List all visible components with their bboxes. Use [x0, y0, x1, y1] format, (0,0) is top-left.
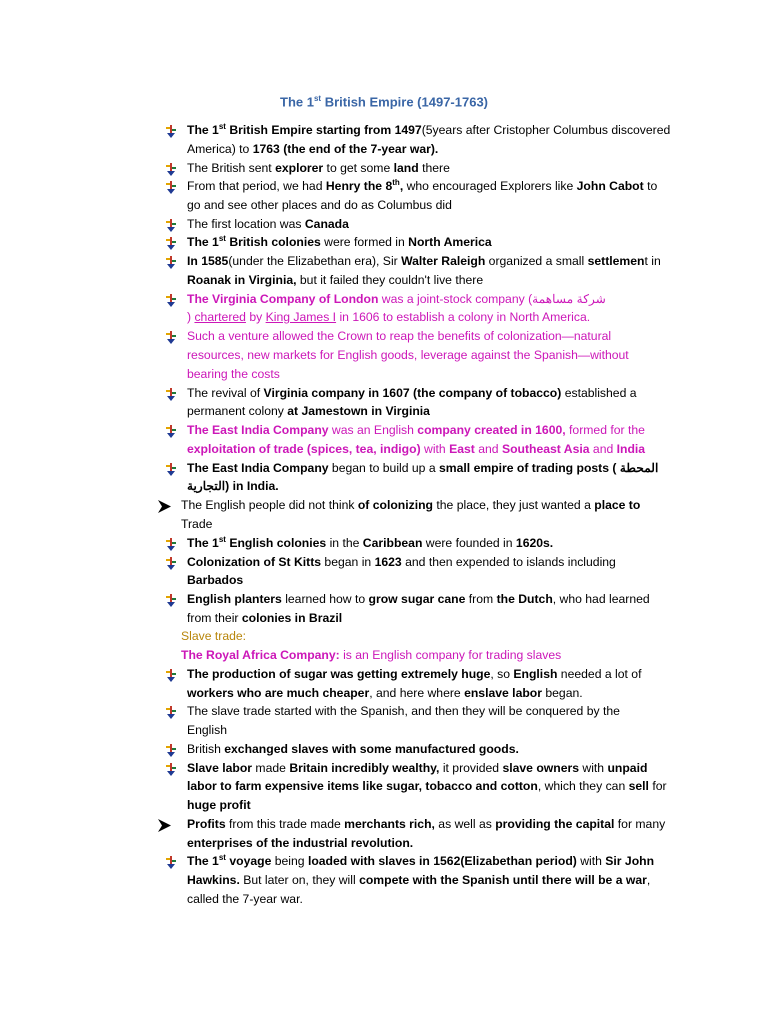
colored-arrow-bullet-icon — [165, 256, 177, 269]
colored-arrow-bullet-icon — [165, 294, 177, 307]
bullet-text: The East India Company began to build up a small empire of trading posts ( المحطة — [187, 461, 659, 475]
section-heading: Slave trade: — [181, 629, 247, 643]
bullet-text: The production of sugar was getting extremely huge, so English needed a lot of — [187, 667, 642, 681]
bullet-text: English planters learned how to grow sugar cane from the Dutch, who had learned — [187, 592, 650, 606]
bullet-text: enterprises of the industrial revolution. — [187, 836, 414, 850]
colored-arrow-bullet-icon — [165, 557, 177, 570]
arrowhead-bullet-icon — [158, 819, 172, 832]
bullet-text: ) chartered by King James I in 1606 to establish a colony in North America. — [187, 310, 591, 324]
colored-arrow-bullet-icon — [165, 594, 177, 607]
colored-arrow-bullet-icon — [165, 463, 177, 476]
bullet-text: America) to 1763 (the end of the 7-year war). — [187, 142, 439, 156]
bullet-text: Profits from this trade made merchants rich, as well as providing the capital for many — [187, 817, 666, 831]
bullet-text: The Virginia Company of London was a joint-stock company (شركة مساهمة — [187, 292, 606, 306]
colored-arrow-bullet-icon — [165, 125, 177, 138]
bullet-text: resources, new markets for English goods, leverage against the Spanish—without — [187, 348, 629, 362]
bullet-text: The first location was Canada — [187, 217, 349, 231]
bullet-text: exploitation of trade (spices, tea, indigo) with East and Southeast Asia and India — [187, 442, 646, 456]
colored-arrow-bullet-icon — [165, 763, 177, 776]
bullet-text: The British sent explorer to get some land there — [187, 161, 450, 175]
bullet-text: bearing the costs — [187, 367, 280, 381]
colored-arrow-bullet-icon — [165, 425, 177, 438]
bullet-text: The revival of Virginia company in 1607 (the company of tobacco) established a — [187, 386, 637, 400]
bullet-text: The 1st British colonies were formed in North America — [187, 233, 492, 249]
bullet-text: Slave labor made Britain incredibly wealthy, it provided slave owners with unpaid — [187, 761, 648, 775]
bullet-text: The 1st British Empire starting from 1497(5years after Cristopher Columbus discovered — [187, 121, 671, 137]
bullet-text: The Royal Africa Company: is an English company for trading slaves — [181, 648, 562, 662]
colored-arrow-bullet-icon — [165, 181, 177, 194]
bullet-text: Such a venture allowed the Crown to reap the benefits of colonization—natural — [187, 329, 612, 343]
colored-arrow-bullet-icon — [165, 669, 177, 682]
bullet-text: called the 7-year war. — [187, 892, 303, 906]
bullet-text: huge profit — [187, 798, 251, 812]
colored-arrow-bullet-icon — [165, 388, 177, 401]
colored-arrow-bullet-icon — [165, 331, 177, 344]
bullet-text: Roanak in Virginia, but it failed they couldn't live there — [187, 273, 484, 287]
colored-arrow-bullet-icon — [165, 219, 177, 232]
bullet-text: Colonization of St Kitts began in 1623 and then expended to islands including — [187, 555, 616, 569]
bullet-text: Hawkins. But later on, they will compete with the Spanish until there will be a war, — [187, 873, 651, 887]
bullet-text: The English people did not think of colonizing the place, they just wanted a place to — [181, 498, 641, 512]
colored-arrow-bullet-icon — [165, 237, 177, 250]
bullet-text: workers who are much cheaper, and here where enslave labor began. — [187, 686, 583, 700]
bullet-text: from their colonies in Brazil — [187, 611, 343, 625]
bullet-text: Trade — [181, 517, 213, 531]
bullet-text: British exchanged slaves with some manufactured goods. — [187, 742, 519, 756]
bullet-text: From that period, we had Henry the 8th, who encouraged Explorers like John Cabot to — [187, 177, 658, 193]
colored-arrow-bullet-icon — [165, 706, 177, 719]
bullet-text: التجارية) in India. — [187, 479, 279, 493]
colored-arrow-bullet-icon — [165, 744, 177, 757]
document-title: The 1st British Empire (1497-1763) — [280, 94, 488, 110]
colored-arrow-bullet-icon — [165, 856, 177, 869]
bullet-text: The 1st English colonies in the Caribbean were founded in 1620s. — [187, 534, 554, 550]
arrowhead-bullet-icon — [158, 500, 172, 513]
bullet-text: The East India Company was an English company created in 1600, formed for the — [187, 423, 645, 437]
colored-arrow-bullet-icon — [165, 163, 177, 176]
bullet-text: Barbados — [187, 573, 244, 587]
bullet-text: labor to farm expensive items like sugar, tobacco and cotton, which they can sell for — [187, 779, 667, 793]
bullet-text: In 1585(under the Elizabethan era), Sir Walter Raleigh organized a small settlement in — [187, 254, 661, 268]
bullet-text: The 1st voyage being loaded with slaves in 1562(Elizabethan period) with Sir John — [187, 852, 655, 868]
bullet-text: The slave trade started with the Spanish, and then they will be conquered by the — [187, 704, 620, 718]
bullet-text: permanent colony at Jamestown in Virginia — [187, 404, 430, 418]
bullet-text: go and see other places and do as Columbus did — [187, 198, 452, 212]
colored-arrow-bullet-icon — [165, 538, 177, 551]
bullet-text: English — [187, 723, 227, 737]
